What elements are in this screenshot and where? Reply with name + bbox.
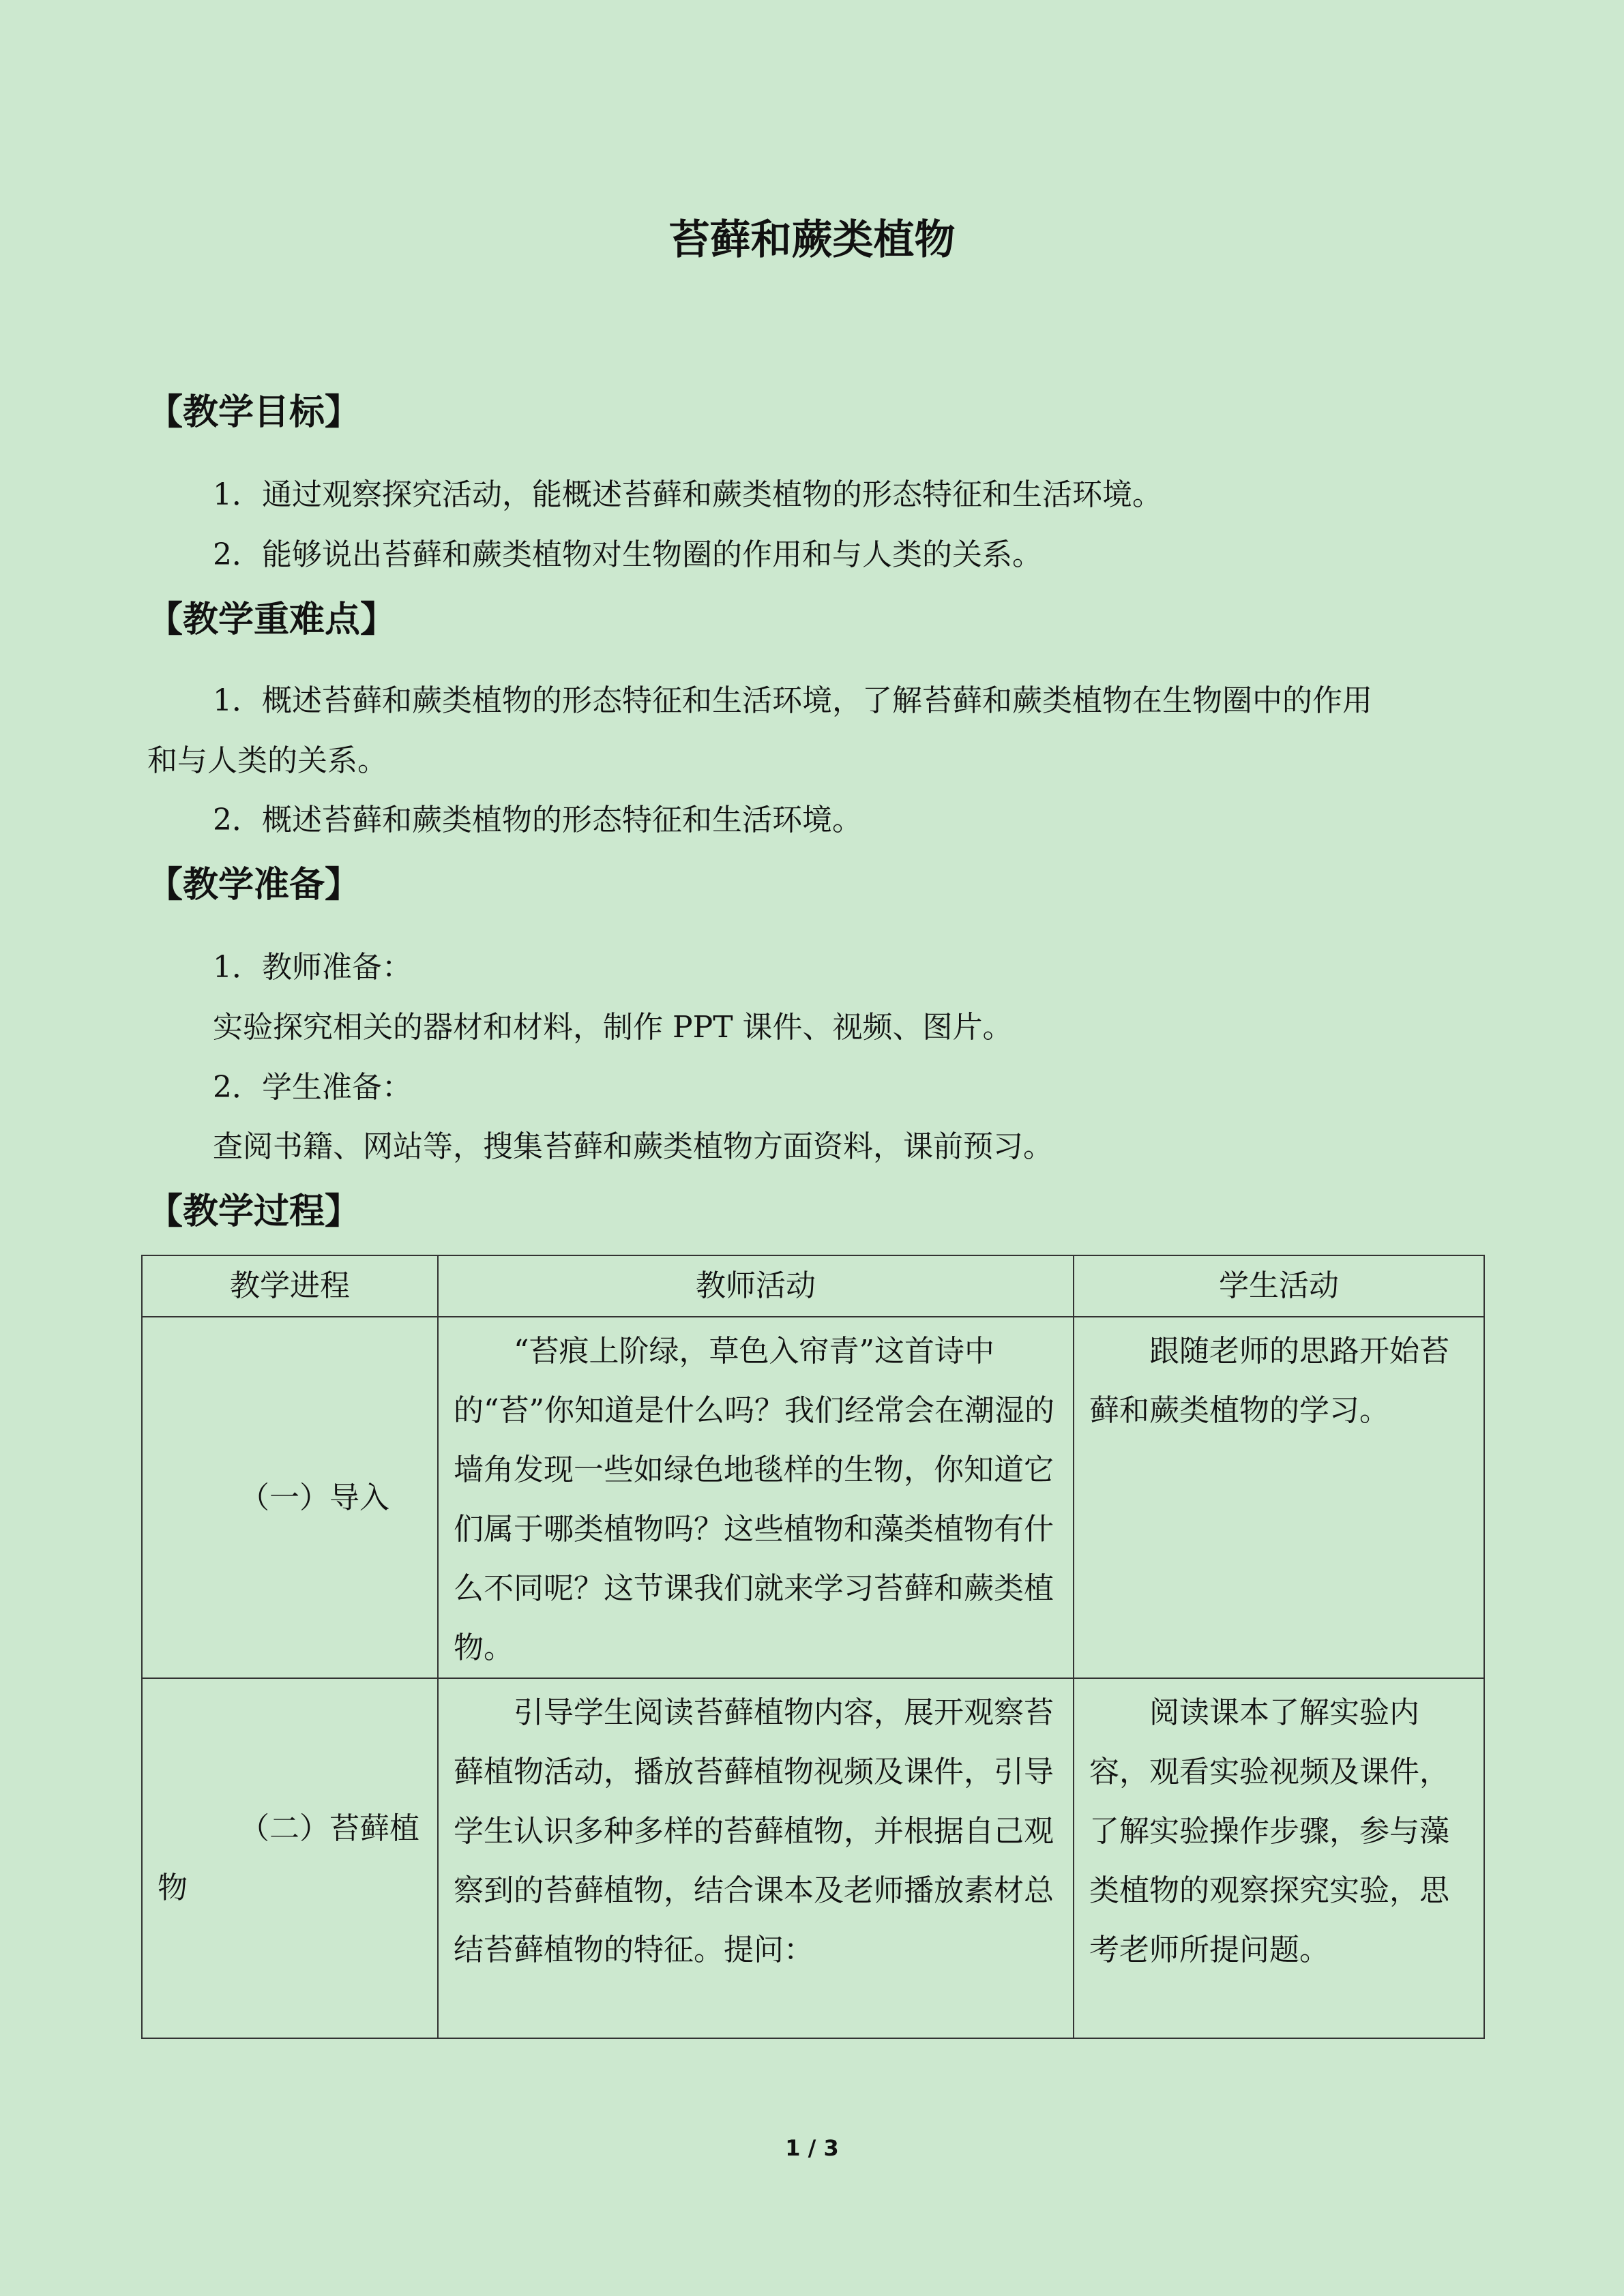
- page-number: 1 / 3: [785, 2135, 839, 2161]
- stage-intro: （一）导入: [239, 1480, 389, 1515]
- key-point-item-2: 2．概述苔藓和蕨类植物的形态特征和生活环境。: [213, 803, 862, 837]
- stage-cell: [142, 1317, 438, 1678]
- page-title: 苔藓和蕨类植物: [668, 216, 956, 264]
- column-header-stage: 教学进程: [142, 1255, 438, 1317]
- column-header-teacher: 教师活动: [438, 1255, 1074, 1317]
- student-prep-label: 2．学生准备：: [213, 1070, 412, 1105]
- objective-item-1: 1．通过观察探究活动，能概述苔藓和蕨类植物的形态特征和生活环境。: [213, 477, 1162, 512]
- student-activity-cell: [1074, 1317, 1484, 1678]
- objective-item-2: 2．能够说出苔藓和蕨类植物对生物圈的作用和与人类的关系。: [213, 537, 1042, 572]
- column-header-student: 学生活动: [1074, 1255, 1484, 1317]
- teacher-activity-cell: [438, 1317, 1074, 1678]
- key-point-item-1-line-2: 和与人类的关系。: [147, 743, 387, 778]
- table-row: [142, 1317, 1484, 1678]
- teacher-activity-cell: [438, 1678, 1074, 2038]
- table-row: [142, 1678, 1484, 2038]
- preparation-heading: 【教学准备】: [147, 865, 361, 906]
- student-activity-intro: 跟随老师的思路开始苔藓和蕨类植物的学习。: [1089, 1334, 1449, 1428]
- student-activity-moss: 阅读课本了解实验内容，观看实验视频及课件，了解实验操作步骤，参与藻类植物的观察探究实验，思考老师所提问题。: [1089, 1695, 1449, 1967]
- student-prep-text: 查阅书籍、网站等，搜集苔藓和蕨类植物方面资料，课前预习。: [213, 1129, 1053, 1164]
- stage-cell: [142, 1678, 438, 2038]
- teacher-activity-moss: 引导学生阅读苔藓植物内容，展开观察苔藓植物活动，播放苔藓植物视频及课件，引导学生认识多种多样的苔藓植物，并根据自己观察到的苔藓植物，结合课本及老师播放素材总结苔藓植物的特征。提问：: [454, 1695, 1054, 1967]
- teacher-prep-label: 1．教师准备：: [213, 950, 412, 985]
- process-table: [141, 1255, 1485, 2039]
- table-header-row: [142, 1255, 1484, 1317]
- objectives-heading: 【教学目标】: [147, 392, 361, 433]
- process-heading: 【教学过程】: [147, 1191, 361, 1232]
- teacher-prep-text: 实验探究相关的器材和材料，制作 PPT 课件、视频、图片。: [213, 1010, 1013, 1045]
- key-point-item-1-line-1: 1．概述苔藓和蕨类植物的形态特征和生活环境，了解苔藓和蕨类植物在生物圈中的作用: [213, 683, 1372, 718]
- stage-moss: （二）苔藓植物: [158, 1811, 419, 1905]
- teacher-activity-intro: “苔痕上阶绿，草色入帘青”这首诗中的“苔”你知道是什么吗？我们经常会在潮湿的墙角发现一些如绿色地毯样的生物，你知道它们属于哪类植物吗？这些植物和藻类植物有什么不同呢？这节课我们就来学习苔藓和蕨类植物。: [454, 1334, 1054, 1665]
- key-points-heading: 【教学重难点】: [147, 599, 396, 640]
- student-activity-cell: [1074, 1678, 1484, 2038]
